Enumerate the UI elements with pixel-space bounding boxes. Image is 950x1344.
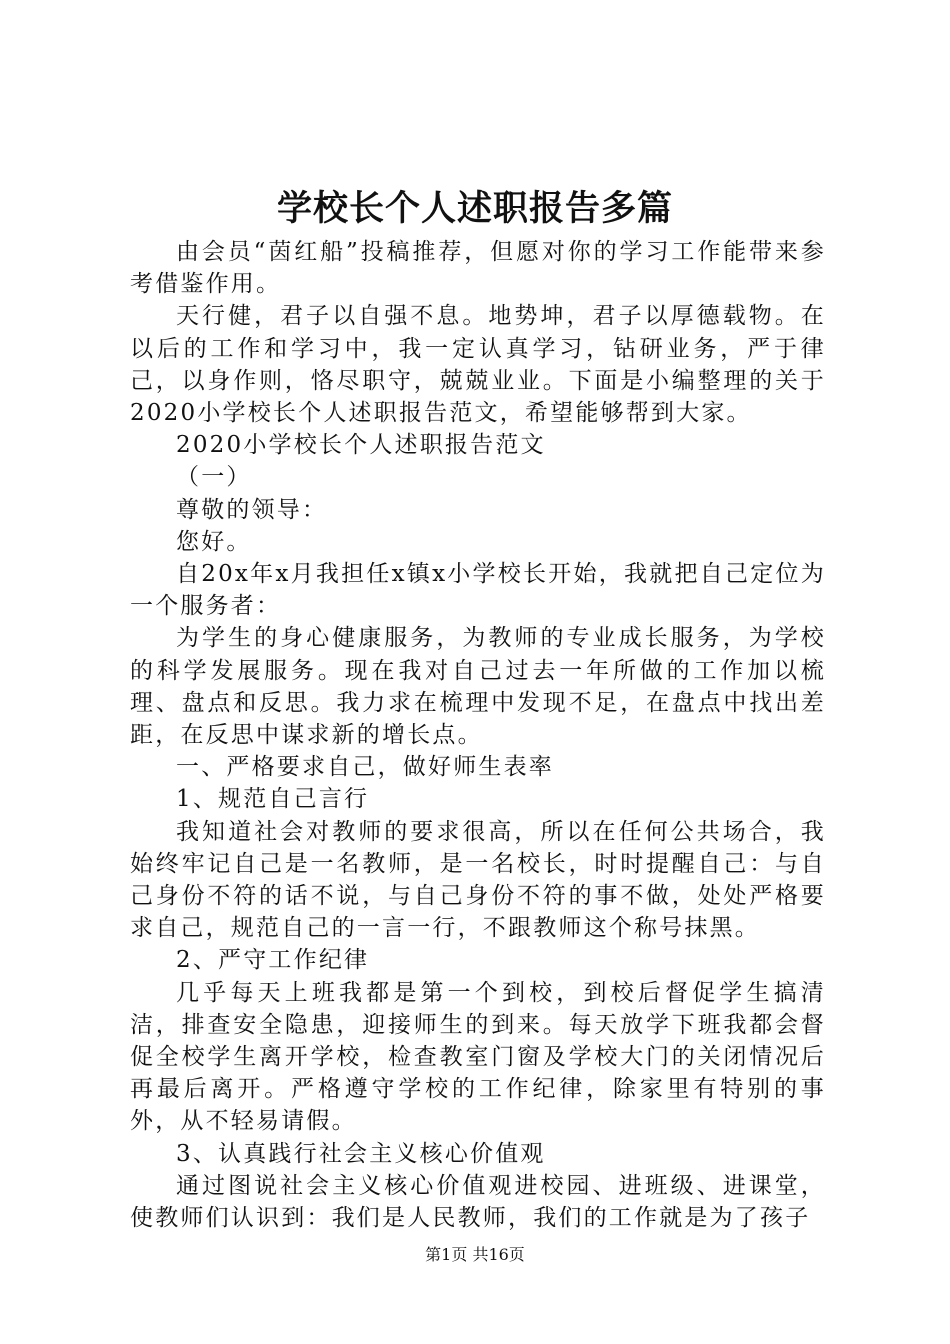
paragraph-values: 通过图说社会主义核心价值观进校园、进班级、进课堂，使教师们认识到：我们是人民教师，我们的工作就是为了孩子 xyxy=(130,1172,826,1232)
paragraph-heading: 2020小学校长个人述职报告范文 xyxy=(176,432,546,459)
paragraph-service: 为学生的身心健康服务，为教师的专业成长服务，为学校的科学发展服务。现在我对自己过去一年所做的工作加以梳理、盘点和反思。我力求在梳理中发现不足，在盘点中找出差距，在反思中谋求新的增长点。 xyxy=(130,625,826,749)
paragraph-section-heading: 一、严格要求自己，做好师生表率 xyxy=(176,754,554,781)
paragraph-subheading-1: 1、规范自己言行 xyxy=(176,786,370,813)
paragraph-discipline: 几乎每天上班我都是第一个到校，到校后督促学生搞清洁，排查安全隐患，迎接师生的到来。每天放学下班我都会督促全校学生离开学校，检查教室门窗及学校大门的关闭情况后再最后离开。严格遵守学校的工作纪律，除家里有特别的事外，从不轻易请假。 xyxy=(130,979,826,1135)
paragraph-intro: 由会员“茵红船”投稿推荐，但愿对你的学习工作能带来参考借鉴作用。 xyxy=(130,239,826,298)
paragraph-subheading-3: 3、认真践行社会主义核心价值观 xyxy=(176,1140,546,1167)
paragraph-preface: 天行健，君子以自强不息。地势坤，君子以厚德载物。在以后的工作和学习中，我一定认真学习，钻研业务，严于律己，以身作则，恪尽职守，兢兢业业。下面是小编整理的关于2020小学校长个人述职报告范文，希望能够帮到大家。 xyxy=(130,303,826,427)
page-number-footer: 第1页 共16页 xyxy=(425,1245,525,1264)
paragraph-section-number: （一） xyxy=(176,464,252,491)
paragraph-greeting: 您好。 xyxy=(176,528,252,555)
document-title: 学校长个人述职报告多篇 xyxy=(276,188,673,229)
document-body xyxy=(130,236,826,1234)
paragraph-role: 自20x年x月我担任x镇x小学校长开始，我就把自己定位为一个服务者： xyxy=(130,561,826,620)
paragraph-conduct: 我知道社会对教师的要求很高，所以在任何公共场合，我始终牢记自己是一名教师，是一名校长，时时提醒自己：与自己身份不符的话不说，与自己身份不符的事不做，处处严格要求自己，规范自己的一言一行，不跟教师这个称号抹黑。 xyxy=(130,818,826,942)
paragraph-salutation: 尊敬的领导： xyxy=(176,496,328,523)
paragraph-subheading-2: 2、严守工作纪律 xyxy=(176,947,370,974)
